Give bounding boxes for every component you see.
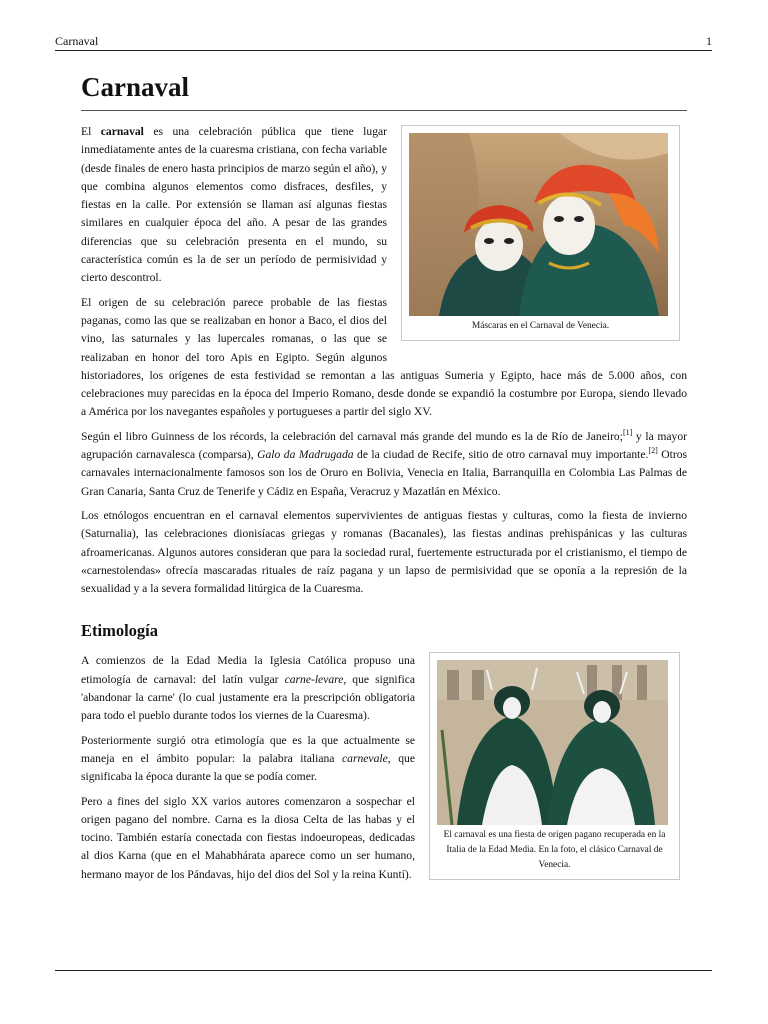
page-number: 1 (706, 34, 712, 48)
text-run: y la mayor agrupación carnavalesca (comparsa), (81, 429, 687, 462)
intro-paragraph-4: Los etnólogos encuentran en el carnaval elementos supervivientes de antiguas fiestas y culturas, como la fiesta de invierno (Saturnalia), las celebraciones dionisíacas griegas y romanas (Bacanales), las fiestas andinas prehispánicas y las culturas afroamericanas. Algunos autores consideran que para la sociedad rural, fuertemente estructurada por el cristianismo, el tiempo de «carnestolendas» ofrecía mascaradas rituales de raíz pagana y un lapso de permisividad que se oponía a la represión de la sexualidad y a la severa formalidad litúrgica de la Cuaresma. (81, 508, 687, 596)
etymology-paragraph-3: Pero a fines del siglo XX varios autores comenzaron a sospechar el origen pagano del nombre. Carna es la diosa Celta de las habas y el tocino. También estaría conectada con fiestas indoeuropeas, dedicadas al dios Karna (que en el Mahabhárata aparece como un ser humano, hermano mayor de los Pándavas, hijo del dios del Sol y la reina Kuntí). (81, 794, 415, 881)
figure-caption: Máscaras en el Carnaval de Venecia. (471, 321, 610, 331)
running-header (55, 34, 712, 51)
article-body (81, 70, 687, 890)
text-run: de la ciudad de Recife, sitio de otro carnaval muy importante. (353, 448, 649, 462)
costumes-photo (437, 660, 668, 825)
text-run: , que significaba la época durante la que se podía comer. (81, 751, 415, 784)
text-run: Según el libro Guinness de los récords, la celebración del carnaval más grande del mundo es la de Río de Janeiro; (81, 429, 623, 443)
text-run: , que significa 'abandonar la carne' (lo cual justamente era la prescripción obligatoria para todo el pueblo durante todos los viernes de la Cuaresma). (81, 672, 415, 723)
intro-paragraph-2: El origen de su celebración parece probable de las fiestas paganas, como las que se realizaban en honor a Baco, el dios del vino, las saturnales y las lupercales romanas, o las que se realizaban en honor del toro Apis en Egipto. Según algunos historiadores, los orígenes de esta festividad se remontan a las antiguas Sumeria y Egipto, hace más de 5.000 años, con celebraciones muy parecidas en la época del Imperio Romano, desde donde se expandió la costumbre por Europa, siendo llevado a América por los navegantes españoles y portugueses a partir del siglo XV. (81, 295, 687, 419)
figure-caption: El carnaval es una fiesta de origen pagano recuperada en la Italia de la Edad Media. En la foto, el clásico Carnaval de Venecia. (443, 830, 666, 871)
italic-term: carnevale (342, 751, 388, 765)
figure-carnival-costumes (429, 652, 680, 880)
intro-paragraph-3 (81, 428, 687, 501)
italic-term: Galo da Madrugada (257, 448, 354, 462)
text-run: es una celebración pública que tiene lugar inmediatamente antes de la cuaresma cristiana, con fecha variable (desde finales de enero hasta principios de marzo según el año), y que combina algunos elementos como disfraces, desfiles, y fiestas en la calle. Por extensión se llaman así algunas fiestas similares en cualquier época del año. A pesar de las grandes diferencias que su celebración presenta en el mundo, su característica común es la de ser un período de permisividad y cierto descontrol. (81, 125, 388, 285)
masks-photo (409, 133, 668, 316)
reference-link[interactable]: [1] (622, 427, 633, 437)
section-heading-etymology: Etimología (81, 621, 158, 641)
text-run: Otros carnavales internacionalmente famosos son los de Oruro en Bolivia, Venecia en Italia, Barranquilla en Colombia Las Palmas de Gran Canaria, Santa Cruz de Tenerife y Cádiz en España, Veracruz y Mazatlán en México. (81, 448, 687, 498)
bold-term: carnaval (100, 125, 144, 138)
text-run: Posteriormente surgió otra etimología que es la que actualmente se maneja en el ámbito popular: la palabra italiana (81, 733, 415, 765)
footer-rule (55, 970, 712, 971)
text-run: El (81, 125, 101, 138)
reference-link[interactable]: [2] (648, 446, 658, 456)
article-title: Carnaval (81, 70, 687, 111)
text-run: A comienzos de la Edad Media la Iglesia Católica propuso una etimología de carnaval: del latín vulgar (81, 654, 415, 686)
italic-term: carne-levare (284, 672, 344, 686)
figure-masks-venice (401, 125, 680, 341)
running-header-title: Carnaval (55, 34, 99, 48)
